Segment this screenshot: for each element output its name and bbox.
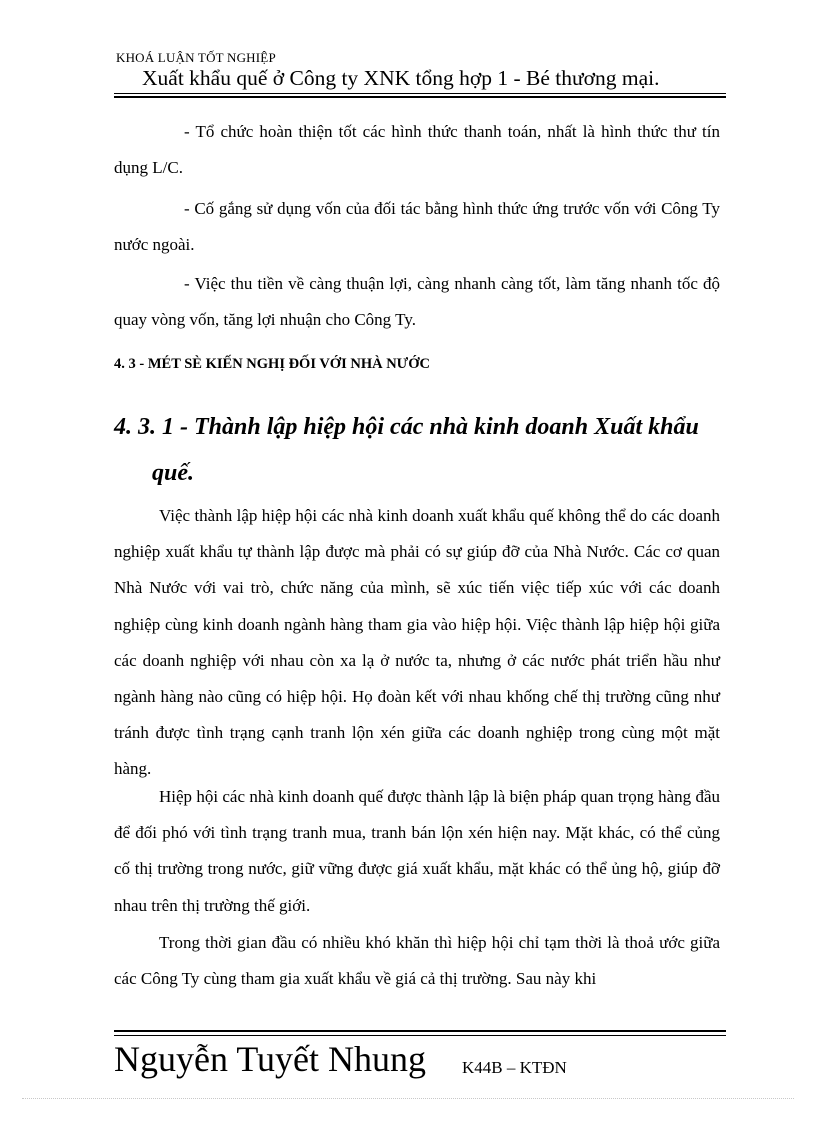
subsection-line2: quế. (152, 460, 194, 486)
paragraph-association: Việc thành lập hiệp hội các nhà kinh doanh xuất khẩu quế không thể do các doanh nghiệp xuất khẩu tự thành lập được mà phải có sự giúp đỡ của Nhà Nước. Các cơ quan Nhà Nước với vai trò, chức năng của mình, sẽ xúc tiến việc tiếp xúc với các doanh nghiệp cùng kinh doanh ngành hàng tham gia vào hiệp hội. Việc thành lập hiệp hội giữa các doanh nghiệp với nhau còn xa lạ ở nước ta, nhưng ở các nước phát triển hầu như ngành hàng nào cũng có hiệp hội. Họ đoàn kết với nhau khống chế thị trường cũng như tránh được tình trạng cạnh tranh lộn xén giữa các doanh nghiệp trong cùng một mặt hàng. (114, 506, 720, 779)
paragraph-collection: - Việc thu tiền về càng thuận lợi, càng nhanh càng tốt, làm tăng nhanh tốc độ quay vòng vốn, tăng lợi nhuận cho Công Ty. (114, 274, 720, 330)
paragraph-capital: - Cố gắng sử dụng vốn của đối tác bằng hình thức ứng trước vốn với Công Ty nước ngoài. (114, 199, 720, 255)
section-number: 4. 3 - (114, 356, 145, 372)
header-rule (114, 93, 726, 94)
header-thesis-label: KHOÁ LUẬN TỐT NGHIỆP (116, 50, 276, 65)
footer-class-code: K44B – KTĐN (462, 1058, 567, 1077)
footer-author-name: Nguyễn Tuyết Nhung (114, 1039, 427, 1079)
section-title: MÉT SÈ KIẾN NGHỊ ĐỐI VỚI NHÀ NƯỚC (147, 356, 430, 372)
paragraph-payment: - Tổ chức hoàn thiện tốt các hình thức thanh toán, nhất là hình thức thư tín dụng L/C. (114, 122, 720, 178)
page-edge-dotted-line (22, 1098, 794, 1099)
subsection-line1: 4. 3. 1 - Thành lập hiệp hội các nhà kinh doanh Xuất khẩu (114, 414, 699, 440)
section-heading (114, 356, 430, 373)
footer-rule-thick (114, 1030, 726, 1032)
paragraph-measures: Hiệp hội các nhà kinh doanh quế được thành lập là biện pháp quan trọng hàng đầu để đối phó với tình trạng tranh mua, tranh bán lộn xén hiện nay. Mặt khác, có thể củng cố thị trường trong nước, giữ vững được giá xuất khẩu, mặt khác có thể ủng hộ, giúp đỡ nhau trên thị trường thế giới. (114, 787, 720, 915)
header-rule-thick (114, 96, 726, 98)
footer-rule (114, 1035, 726, 1036)
subsection-heading (114, 404, 724, 496)
paragraph-initial: Trong thời gian đầu có nhiều khó khăn thì hiệp hội chỉ tạm thời là thoả ước giữa các Công Ty cùng tham gia xuất khẩu về giá cả thị trường. Sau này khi (114, 933, 720, 989)
header-title: Xuất khẩu quế ở Công ty XNK tổng hợp 1 - Bé thương mại. (142, 66, 660, 90)
